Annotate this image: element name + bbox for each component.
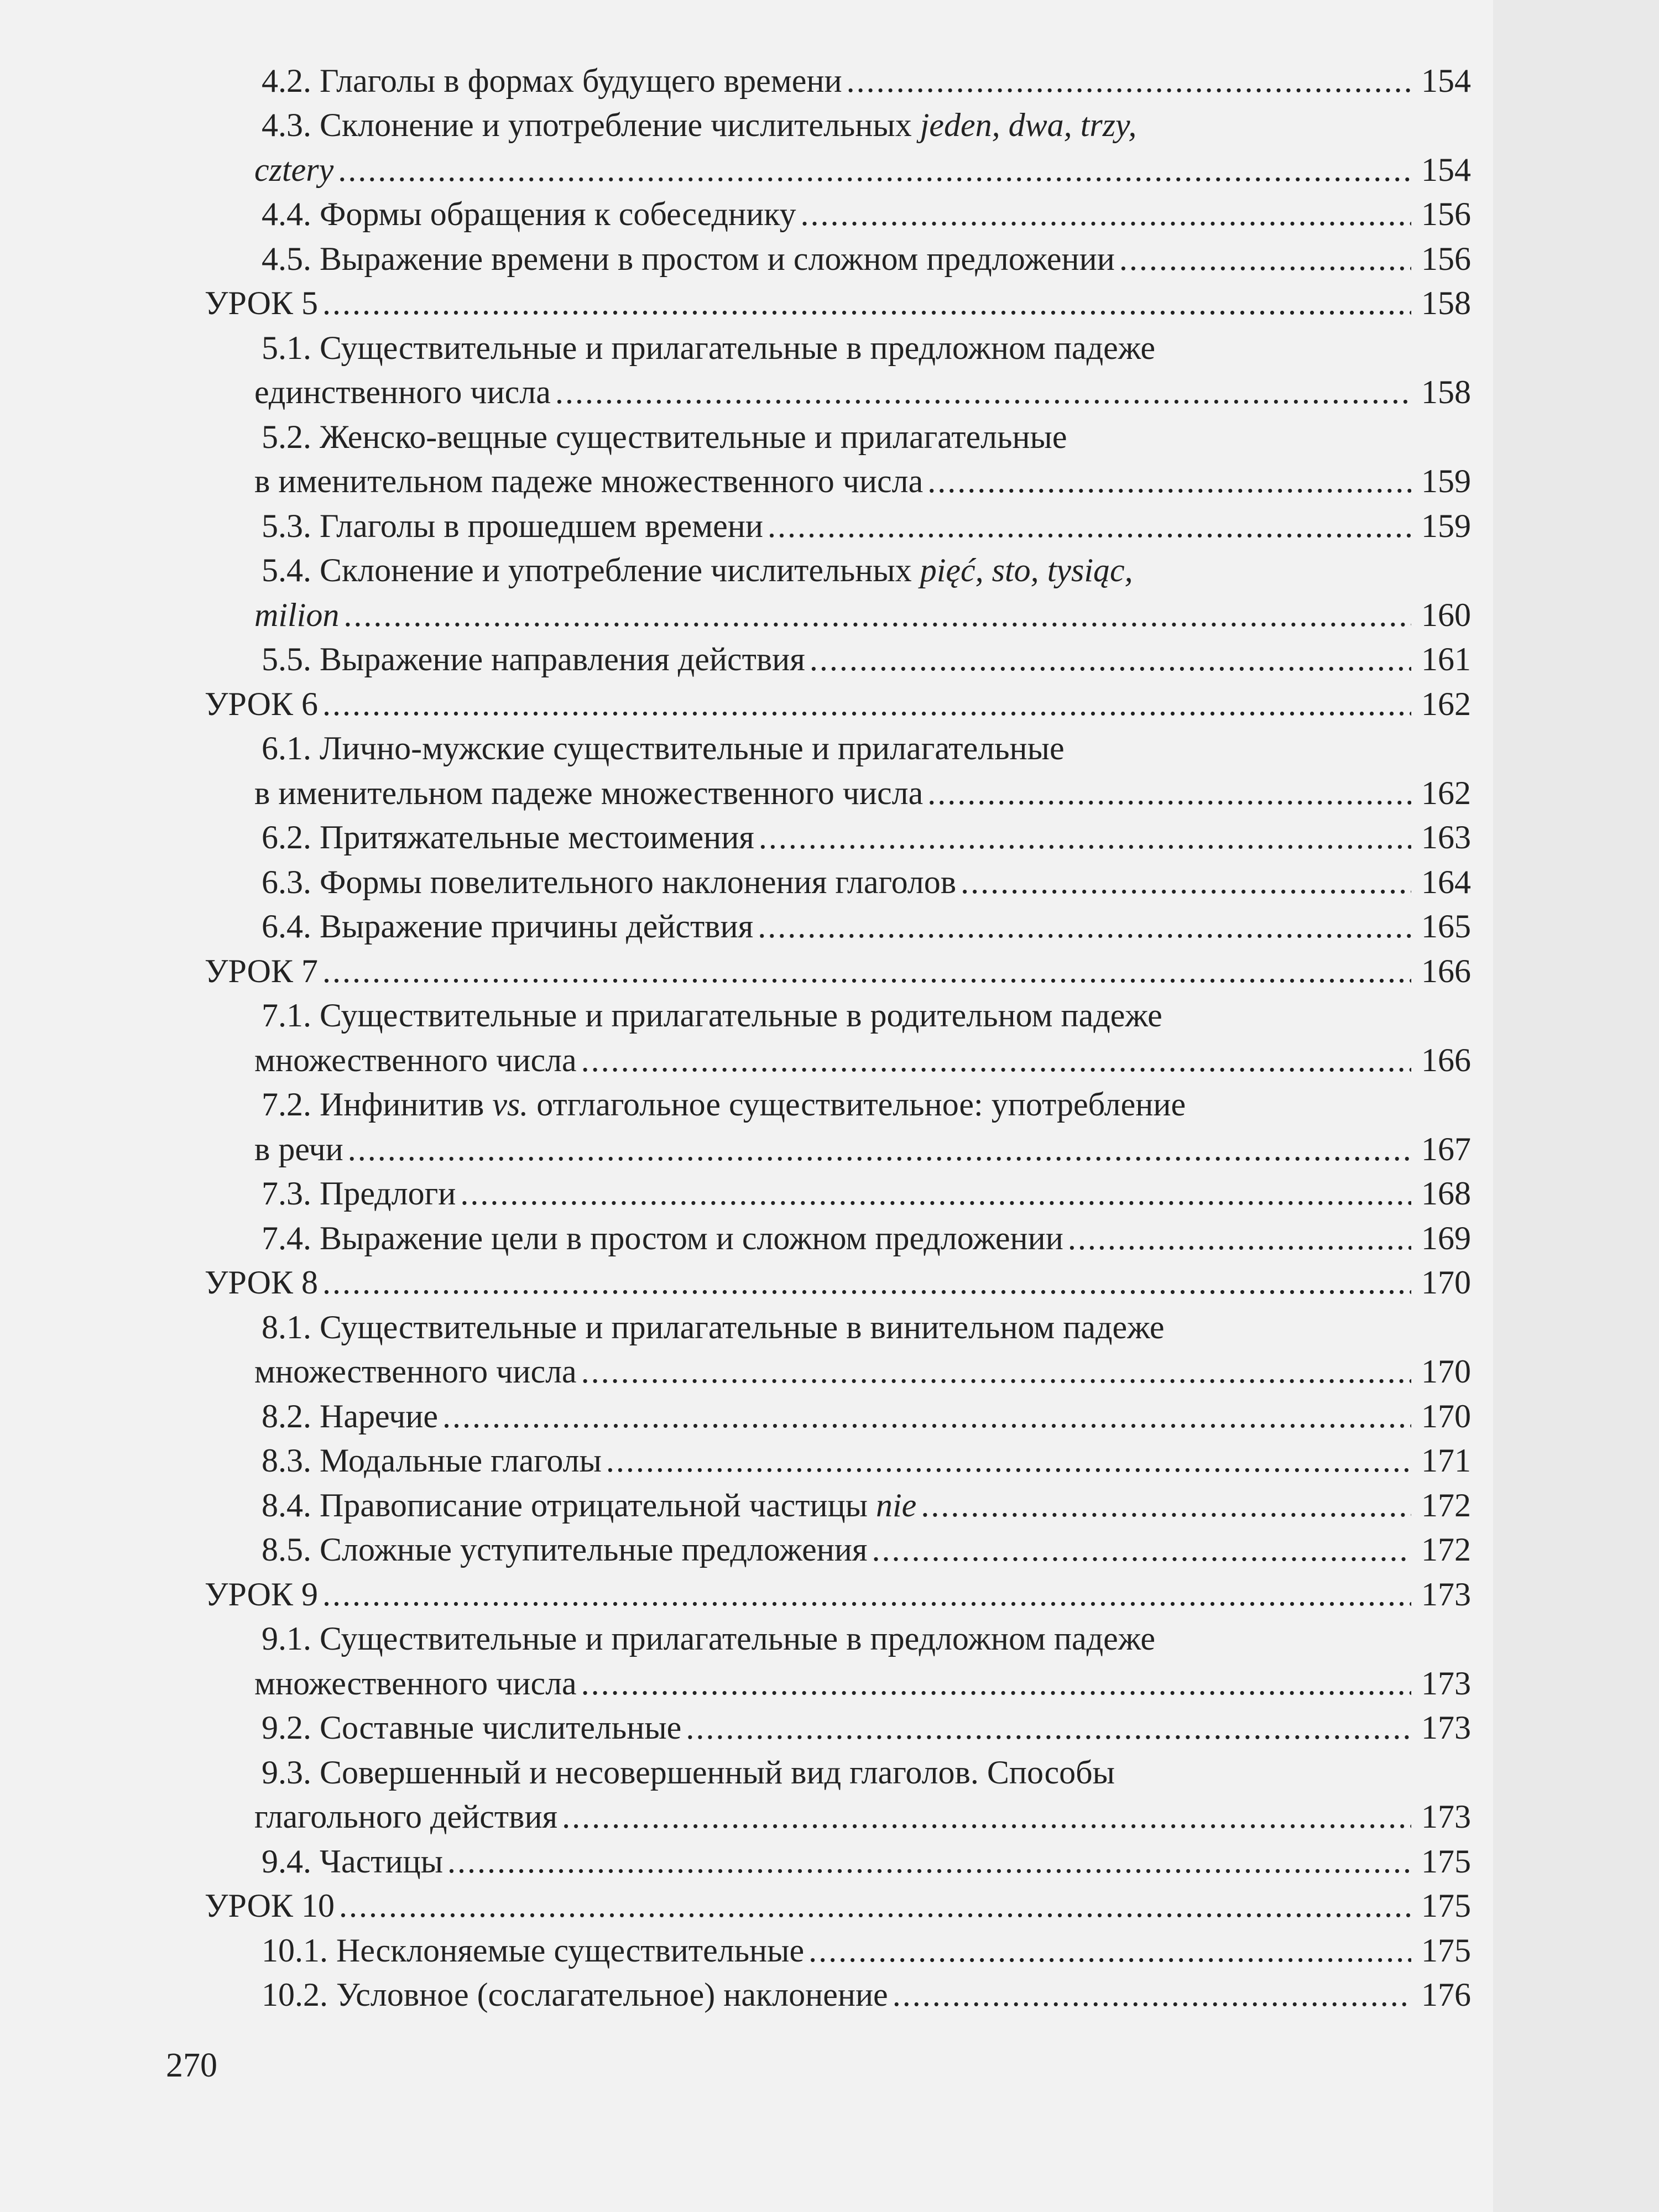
page-number: 270 [166, 2047, 217, 2084]
toc-entry-page: 159 [1421, 507, 1471, 544]
toc-line [205, 1126, 1471, 1171]
toc-entry-title: 9.3. Совершенный и несовершенный вид глаголов. Способы [262, 1754, 1115, 1791]
toc-section-entry[interactable] [205, 1171, 1471, 1216]
toc-section-entry[interactable] [205, 1483, 1471, 1527]
toc-entry-page: 161 [1421, 641, 1471, 677]
toc-section-entry[interactable] [205, 1973, 1471, 2017]
toc-entry-title: 8.3. Модальные глаголы [262, 1442, 602, 1479]
dot-leader [322, 949, 1411, 993]
dot-leader [447, 1839, 1411, 1884]
dot-leader [1119, 237, 1411, 281]
toc-entry-title: 8.2. Наречие [262, 1397, 439, 1434]
toc-lesson-entry[interactable] [205, 1260, 1471, 1305]
toc-section-entry[interactable] [205, 1839, 1471, 1884]
toc-line [205, 948, 1471, 993]
dot-leader [808, 1928, 1411, 1973]
italic-word: cztery [254, 151, 334, 188]
dot-leader [893, 1973, 1411, 2017]
dot-leader [759, 815, 1411, 859]
dot-leader [581, 1661, 1411, 1705]
toc-line [205, 637, 1471, 682]
toc-line [205, 503, 1471, 548]
toc-entry-page: 159 [1421, 463, 1471, 499]
toc-entry-page: 164 [1421, 863, 1471, 900]
toc-entry-title: УРОК 10 [205, 1887, 335, 1924]
toc-entry-title: 8.1. Существительные и прилагательные в винительном падеже [262, 1308, 1165, 1345]
toc-entry-title [254, 148, 333, 192]
toc-entry-title: 5.2. Женско-вещные существительные и прилагательные [262, 418, 1067, 455]
toc-entry-title: 9.4. Частицы [262, 1843, 444, 1880]
toc-line [205, 192, 1471, 237]
dot-leader [810, 637, 1411, 681]
toc-entry-title: УРОК 5 [205, 285, 318, 321]
toc-entry-page: 166 [1421, 952, 1471, 989]
toc-line [205, 1215, 1471, 1260]
toc-line [205, 1349, 1471, 1394]
toc-entry-title: 5.5. Выражение направления действия [262, 641, 805, 677]
toc-line [205, 548, 1471, 593]
toc-entry-title: в именительном падеже множественного числа [254, 774, 924, 811]
toc-entry-title: 8.5. Сложные уступительные предложения [262, 1531, 868, 1568]
italic-word: tysiąc, [1047, 552, 1133, 588]
toc-section-entry[interactable] [205, 236, 1471, 281]
dot-leader [562, 1794, 1411, 1839]
toc-line [205, 815, 1471, 860]
toc-entry-page: 175 [1421, 1887, 1471, 1924]
toc-section-entry[interactable] [205, 993, 1471, 1082]
toc-section-entry[interactable] [205, 815, 1471, 860]
dot-leader [801, 192, 1412, 236]
toc-section-entry[interactable] [205, 414, 1471, 503]
toc-entry-page: 173 [1421, 1575, 1471, 1613]
toc-line [205, 103, 1471, 148]
dot-leader [442, 1394, 1411, 1438]
dot-leader [322, 281, 1411, 325]
toc-line [205, 1839, 1471, 1884]
dot-leader [322, 682, 1411, 726]
toc-section-entry[interactable] [205, 1305, 1471, 1394]
toc-entry-page: 171 [1421, 1442, 1471, 1479]
toc-line [205, 236, 1471, 281]
italic-word: milion [254, 596, 340, 633]
toc-entry-title: УРОК 8 [205, 1264, 318, 1301]
toc-entry-page: 170 [1421, 1397, 1471, 1434]
toc-entry-title [254, 593, 339, 637]
toc-entry-title: 4.5. Выражение времени в простом и сложном предложении [262, 240, 1115, 277]
toc-entry-page: 162 [1421, 774, 1471, 811]
toc-entry-page: 162 [1421, 685, 1471, 722]
toc-entry-title: 5.1. Существительные и прилагательные в предложном падеже [262, 329, 1156, 366]
toc-section-entry[interactable] [205, 103, 1471, 192]
toc-entry-page: 168 [1421, 1175, 1471, 1212]
italic-word: jeden, [920, 107, 1000, 143]
toc-entry-title: множественного числа [254, 1353, 577, 1390]
toc-entry-title: 9.1. Существительные и прилагательные в предложном падеже [262, 1620, 1156, 1657]
toc-entry-title: 10.2. Условное (сослагательное) наклонение [262, 1976, 888, 2013]
toc-entry-page: 156 [1421, 240, 1471, 277]
toc-line [205, 1661, 1471, 1705]
toc-section-entry[interactable] [205, 859, 1471, 904]
toc-entry-title: 4.3. Склонение и употребление числительных jeden, dwa, trzy, [262, 107, 1137, 143]
dot-leader [847, 59, 1411, 103]
toc-entry-title: 6.4. Выражение причины действия [262, 908, 754, 945]
toc-line [205, 592, 1471, 637]
toc-entry-page: 172 [1421, 1486, 1471, 1524]
toc-line [205, 1438, 1471, 1483]
toc-line [205, 993, 1471, 1038]
toc-section-entry[interactable] [205, 1438, 1471, 1483]
toc-section-entry[interactable] [205, 1705, 1471, 1750]
toc-entry-title: 9.2. Составные числительные [262, 1709, 682, 1746]
toc-line [205, 325, 1471, 370]
toc-line [205, 370, 1471, 415]
toc-section-entry[interactable] [205, 1750, 1471, 1839]
toc-section-entry[interactable] [205, 1616, 1471, 1705]
toc-section-entry[interactable] [205, 192, 1471, 237]
toc-entry-title: 10.1. Несклоняемые существительные [262, 1932, 805, 1969]
toc-section-entry[interactable] [205, 726, 1471, 815]
dot-leader [1068, 1216, 1411, 1260]
toc-section-entry[interactable] [205, 58, 1471, 103]
toc-line [205, 1705, 1471, 1750]
toc-line [205, 1750, 1471, 1794]
toc-section-entry[interactable] [205, 1215, 1471, 1260]
dot-leader [339, 1884, 1411, 1928]
toc-entry-page: 154 [1421, 62, 1471, 99]
toc-entry-page: 158 [1421, 374, 1471, 410]
dot-leader [872, 1527, 1411, 1572]
toc-section-entry[interactable] [205, 637, 1471, 682]
toc-entry-title: единственного числа [254, 374, 551, 410]
toc-entry-title: в именительном падеже множественного числа [254, 463, 924, 499]
toc-lesson-entry[interactable] [205, 681, 1471, 726]
dot-leader [322, 1260, 1411, 1305]
dot-leader [581, 1038, 1411, 1082]
toc-entry-page: 173 [1421, 1709, 1471, 1746]
toc-line [205, 1171, 1471, 1216]
dot-leader [927, 459, 1411, 503]
toc-entry-title: в речи [254, 1130, 343, 1167]
toc-entry-title: 7.2. Инфинитив vs. отглагольное существительное: употребление [262, 1086, 1186, 1123]
toc-entry-title: УРОК 9 [205, 1575, 318, 1613]
toc-entry-title: 4.4. Формы обращения к собеседнику [262, 196, 796, 232]
toc-line [205, 859, 1471, 904]
toc-lesson-entry[interactable] [205, 948, 1471, 993]
toc-entry-page: 156 [1421, 196, 1471, 232]
toc-section-entry[interactable] [205, 325, 1471, 414]
toc-section-entry[interactable] [205, 548, 1471, 637]
toc-entry-title: глагольного действия [254, 1798, 558, 1835]
dot-leader [606, 1438, 1411, 1483]
toc-line [205, 904, 1471, 949]
toc-line [205, 1572, 1471, 1616]
toc-entry-title: 6.1. Лично-мужские существительные и прилагательные [262, 730, 1065, 766]
toc-line [205, 58, 1471, 103]
dot-leader [460, 1171, 1411, 1215]
toc-entry-title: 5.4. Склонение и употребление числительных pięć, sto, tysiąc, [262, 552, 1133, 588]
toc-entry-page: 158 [1421, 285, 1471, 321]
toc-line [205, 770, 1471, 815]
italic-word: sto, [992, 552, 1039, 588]
toc-section-entry[interactable] [205, 904, 1471, 949]
toc-entry-title: 5.3. Глаголы в прошедшем времени [262, 507, 763, 544]
toc-entry-page: 176 [1421, 1976, 1471, 2013]
italic-word: nie [876, 1486, 917, 1524]
toc-entry-title: УРОК 7 [205, 952, 318, 989]
toc-entry-page: 170 [1421, 1264, 1471, 1301]
toc-line [205, 1037, 1471, 1082]
toc-entry-title: 7.1. Существительные и прилагательные в родительном падеже [262, 997, 1162, 1034]
dot-leader [348, 1127, 1411, 1171]
italic-word: vs. [492, 1086, 529, 1123]
toc-entry-title: УРОК 6 [205, 685, 318, 722]
toc-line [205, 681, 1471, 726]
toc-entry-title: 7.3. Предлоги [262, 1175, 456, 1212]
dot-leader [961, 860, 1411, 904]
toc-entry-title: множественного числа [254, 1665, 577, 1702]
toc-entry-page: 173 [1421, 1665, 1471, 1702]
italic-word: trzy, [1080, 107, 1137, 143]
toc-entry-page: 160 [1421, 596, 1471, 633]
toc-line [205, 1082, 1471, 1127]
toc-line [205, 1527, 1471, 1572]
dot-leader [768, 504, 1411, 548]
toc-section-entry[interactable] [205, 1928, 1471, 1973]
toc-entry-page: 173 [1421, 1798, 1471, 1835]
toc-entry-page: 169 [1421, 1219, 1471, 1256]
dot-leader [338, 148, 1411, 192]
dot-leader [343, 593, 1411, 637]
toc-line [205, 1794, 1471, 1839]
dot-leader [686, 1705, 1411, 1750]
toc-entry-title: 6.2. Притяжательные местоимения [262, 819, 754, 855]
toc-entry-title: множественного числа [254, 1041, 577, 1078]
toc-entry-page: 175 [1421, 1843, 1471, 1880]
dot-leader [758, 904, 1411, 948]
toc-line [205, 281, 1471, 326]
dot-leader [927, 771, 1411, 815]
toc-entry-title: 4.2. Глаголы в формах будущего времени [262, 62, 842, 99]
toc-lesson-entry[interactable] [205, 281, 1471, 326]
toc-entry-page: 172 [1421, 1531, 1471, 1568]
toc-line [205, 726, 1471, 771]
toc-lesson-entry[interactable] [205, 1884, 1471, 1928]
toc-line [205, 1928, 1471, 1973]
toc-entry-page: 175 [1421, 1932, 1471, 1969]
toc-entry-page: 154 [1421, 151, 1471, 188]
toc-line [205, 1884, 1471, 1928]
toc-lesson-entry[interactable] [205, 1572, 1471, 1616]
toc-section-entry[interactable] [205, 1527, 1471, 1572]
toc-entry-page: 163 [1421, 819, 1471, 855]
toc-line [205, 1973, 1471, 2017]
italic-word: pięć, [920, 552, 984, 588]
dot-leader [581, 1349, 1411, 1394]
toc-entry-title: 8.4. Правописание отрицательной частицы nie [262, 1486, 917, 1524]
toc-entry-page: 166 [1421, 1041, 1471, 1078]
toc-line [205, 1260, 1471, 1305]
toc-line [205, 1616, 1471, 1661]
toc-section-entry[interactable] [205, 1394, 1471, 1438]
toc-entry-page: 167 [1421, 1130, 1471, 1167]
toc-line [205, 414, 1471, 459]
toc-entry-page: 170 [1421, 1353, 1471, 1390]
italic-word: dwa, [1008, 107, 1072, 143]
toc-entry-title: 7.4. Выражение цели в простом и сложном предложении [262, 1219, 1063, 1256]
toc-line [205, 1305, 1471, 1349]
dot-leader [921, 1483, 1411, 1527]
dot-leader [322, 1572, 1411, 1616]
toc-line [205, 459, 1471, 504]
toc-line [205, 147, 1471, 192]
toc-section-entry[interactable] [205, 503, 1471, 548]
toc-line [205, 1394, 1471, 1438]
toc-entry-page: 165 [1421, 908, 1471, 945]
table-of-contents [205, 58, 1471, 2017]
toc-line [205, 1483, 1471, 1527]
toc-section-entry[interactable] [205, 1082, 1471, 1171]
toc-entry-title: 6.3. Формы повелительного наклонения глаголов [262, 863, 957, 900]
dot-leader [555, 370, 1411, 414]
